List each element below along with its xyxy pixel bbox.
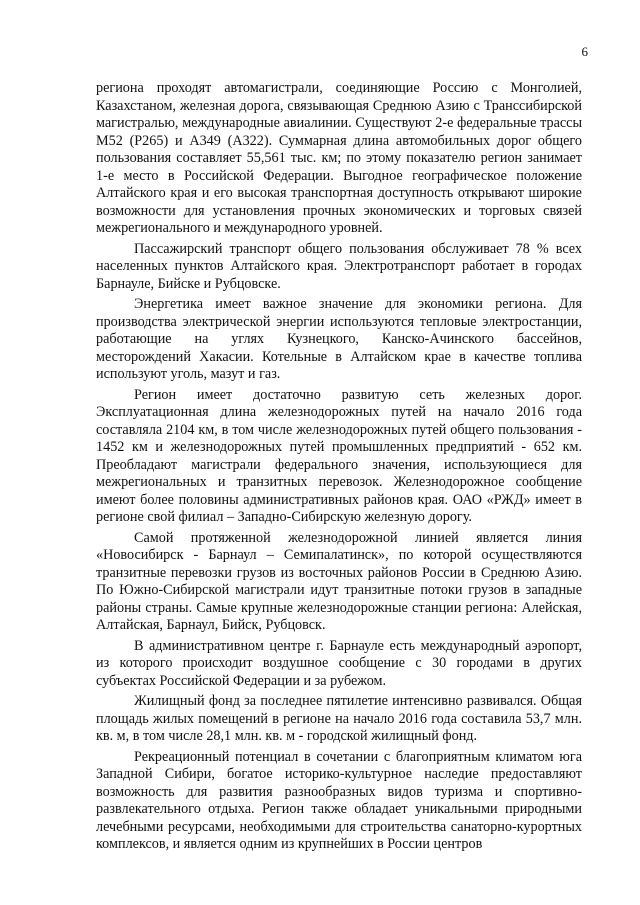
body-text [96,80,582,854]
paragraph-energy: Энергетика имеет важное значение для экономики региона. Для производства электрической энергии используются тепловые электростанции, работающие на углях Кузнецкого, Канско-Ачинского бассейнов, месторождений Хакасии. Котельные в Алтайском крае в качестве топлива используют уголь, мазут и газ. [96,296,582,382]
paragraph-passenger-transport: Пассажирский транспорт общего пользования обслуживает 78 % всех населенных пунктов Алтайского края. Электротранспорт работает в городах Барнауле, Бийске и Рубцовске. [96,240,582,292]
paragraph-airport: В административном центре г. Барнауле есть международный аэропорт, из которого происходит воздушное сообщение с 30 городами в других субъектах Российской Федерации и за рубежом. [96,637,582,689]
page-number: 6 [581,44,588,59]
paragraph-rail-lines: Самой протяженной железнодорожной линией является линия «Новосибирск - Барнаул – Семипалатинск», по которой осуществляются транзитные перевозки грузов из восточных районов России в Среднюю Азию. По Южно-Сибирской магистрали идут транзитные потоки грузов в западные районы страны. Самые крупные железнодорожные станции региона: Алейская, Алтайская, Барнаул, Бийск, Рубцовск. [96,529,582,633]
paragraph-transport-routes: региона проходят автомагистрали, соединяющие Россию с Монголией, Казахстаном, железная дорога, связывающая Среднюю Азию с Транссибирской магистралью, международные авиалинии. Существуют 2-е федеральные трассы М52 (Р265) и А349 (А322). Суммарная длина автомобильных дорог общего пользования составляет 55,561 тыс. км; по этому показателю регион занимает 1-е место в Российской Федерации. Выгодное географическое положение Алтайского края и его высокая транспортная доступность открывают широкие возможности для установления прочных экономических и торговых связей межрегионального и международного уровней. [96,80,582,236]
paragraph-housing: Жилищный фонд за последнее пятилетие интенсивно развивался. Общая площадь жилых помещений в регионе на начало 2016 года составила 53,7 млн. кв. м, в том числе 28,1 млн. кв. м - городской жилищный фонд. [96,693,582,744]
paragraph-railways: Регион имеет достаточно развитую сеть железных дорог. Эксплуатационная длина железнодорожных путей на начало 2016 года составляла 2104 км, в том числе железнодорожных путей общего пользования - 1452 км и железнодорожных путей промышленных предприятий - 652 км. Преобладают магистрали федерального значения, использующиеся для межрегиональных и транзитных перевозок. Железнодорожное сообщение имеют более половины административных районов края. ОАО «РЖД» имеет в регионе свой филиал – Западно-Сибирскую железную дорогу. [96,386,582,525]
paragraph-recreation: Рекреационный потенциал в сочетании с благоприятным климатом юга Западной Сибири, богатое историко-культурное наследие предоставляют возможность для развития разнообразных видов туризма и спортивно-развлекательного отдыха. Регион также обладает уникальными природными лечебными ресурсами, необходимыми для строительства санаторно-курортных комплексов, и является одним из крупнейших в России центров [96,748,582,852]
